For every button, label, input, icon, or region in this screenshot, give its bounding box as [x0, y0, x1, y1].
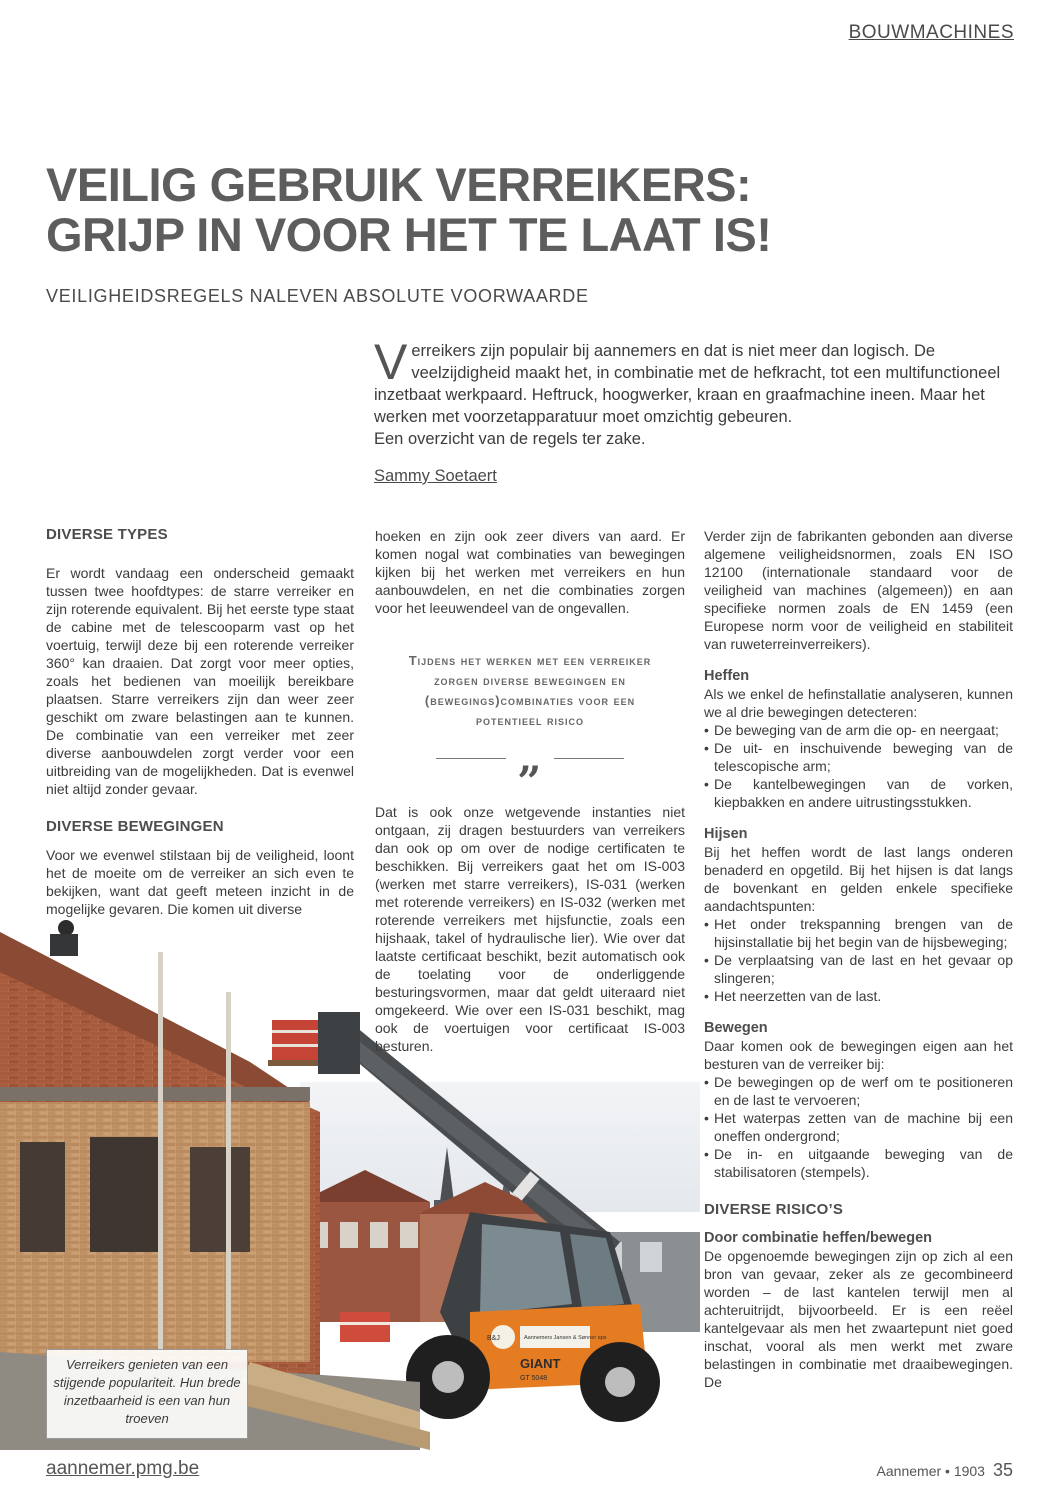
list-item: • De verplaatsing van de last en het gevaar op slingeren; [704, 951, 1013, 987]
pull-quote-divider [375, 733, 685, 782]
heading-bewegen: Bewegen [704, 1020, 768, 1036]
intro-text-2: Een overzicht van de regels ter zake. [374, 430, 646, 448]
paragraph-normen: Verder zijn de fabrikanten gebonden aan diverse algemene veiligheidsnormen, zoals EN ISO 12100 (internationale standaard voor de veiligheid van machines (algemeen)) en aan specifieke normen zoals de EN 1459 (een Europese norm voor de veiligheid en stabiliteit van ruweterreinverreikers). [704, 528, 1013, 652]
heading-diverse-risicos: DIVERSE RISICO’S [704, 1201, 844, 1218]
paragraph-bewegingen-text: Voor we evenwel stilstaan bij de veiligheid, loont het de moeite om de verreiker an sich even te bekijken, want dat geeft meteen inzicht in de mogelijke gevaren. Die komen uit diverse [46, 847, 354, 917]
paragraph-heffen: Als we enkel de hefinstallatie analyseren, kunnen we al drie bewegingen detecteren: [704, 686, 1013, 720]
list-item: • Het waterpas zetten van de machine bij een oneffen ondergrond; [704, 1109, 1013, 1145]
title-line-2: GRIJP IN VOOR HET TE LAAT IS! [46, 208, 772, 261]
page-number: 35 [992, 1460, 1013, 1480]
list-item: • De kantelbewegingen van de vorken, kiepbakken en andere uitrustingsstukken. [704, 775, 1013, 811]
pull-quote: Tijdens het werken met een verreiker zorgen diverse bewegingen en (bewegings)combinaties voor een potentieel risico [408, 653, 652, 728]
issue-label: Aannemer • 1903 [876, 1463, 985, 1479]
title-line-1: VEILIG GEBRUIK VERREIKERS: [46, 158, 752, 211]
footer-issue [877, 1460, 1013, 1481]
paragraph-types: Er wordt vandaag een onderscheid gemaakt tussen twee hoofdtypes: de starre verreiker en zijn roterende equivalent. Bij het eerste type staat de cabine met de telescooparm vast op het voertuig, terwijl deze bij een roterende verreiker 360° kan draaien. Dat zorgt voor meer opties, zoals het bedienen van moeilijk bereikbare plaatsen. Starre verreikers zijn dan weer zeer geschikt om zware belastingen aan te kunnen. De combinatie van een verreiker met zeer diverse aanbouwdelen zorgt verder voor een uitbreiding van de mogelijkheden. Dat is evenwel niet altijd zonder gevaar. [46, 565, 354, 797]
paragraph-combinatie: De opgenoemde bewegingen zijn op zich al een bron van gevaar, zeker als ze gecombineerd worden – de last kantelen terwijl men al achteruitrijdt, bijvoorbeeld. Er is een reëel kantelgevaar als men het zwaartepunt niet goed inschat, vooral als men werkt met zware belastingen in combinatie met draaibewegingen. De [704, 1248, 1013, 1390]
divider-line-left [436, 758, 506, 759]
intro-paragraph [374, 334, 1012, 450]
footer-site-link[interactable]: aannemer.pmg.be [46, 1458, 200, 1479]
paragraph-hijsen: Bij het heffen wordt de last langs onderen benaderd en opgetild. Bij het hijsen is dat langs de bovenkant en gelden enkele specifieke aandachtspunten: [704, 844, 1013, 914]
heading-diverse-types: DIVERSE TYPES [46, 526, 168, 543]
brand-logo-text: GIANT [520, 1356, 561, 1371]
list-item: • De in- en uitgaande beweging van de stabilisatoren (stempels). [704, 1145, 1013, 1181]
paragraph-certificaten: Dat is ook onze wetgevende instanties niet ontgaan, zij dragen bestuurders van verreikers dan ook op om over de nodige certificaten te beschikken. Bij verreikers gaat het om IS-003 (werken met starre verreikers), IS-031 (werken met roterende verreikers) en IS-032 (werken met roterende verreikers met hijsfunctie, zoals een hijshaak, takel of hydraulische lier). Wie over dat laatste certificaat beschikt, bezit automatisch ook de toelating voor de onderliggende besturingsvormen, maar dat geldt uiteraard niet omgekeerd. Wie over een IS-031 beschikt, mag ook de voertuigen voor certificaat IS-003 besturen. [375, 804, 685, 1054]
divider-line-right [554, 758, 624, 759]
list-item: • De beweging van de arm die op- en neergaat; [704, 721, 1013, 739]
heading-hijsen: Hijsen [704, 826, 748, 842]
list-item: • De bewegingen op de werf om te positioneren en de last te vervoeren; [704, 1073, 1013, 1109]
column-3 [704, 527, 1013, 1391]
heading-combinatie: Door combinatie heffen/bewegen [704, 1230, 932, 1246]
dropcap: V [374, 334, 408, 390]
column-1 [46, 526, 354, 932]
cab-sign-text: Aannemers Jansen & Sønner aps [524, 1335, 607, 1341]
article-subtitle: VEILIGHEIDSREGELS NALEVEN ABSOLUTE VOORWAARDE [46, 286, 589, 306]
paragraph-bewegen: Daar komen ook de bewegingen eigen aan het besturen van de verreiker bij: [704, 1038, 1013, 1072]
quote-mark-icon: „ [517, 733, 543, 782]
list-item: • Het neerzetten van de last. [704, 987, 1013, 1005]
list-item: • De uit- en inschuivende beweging van de telescopische arm; [704, 739, 1013, 775]
list-heffen [704, 721, 1013, 811]
heading-heffen: Heffen [704, 668, 750, 684]
paragraph-bewegingen [46, 846, 354, 918]
photo-caption: Verreikers genieten van een stijgende populariteit. Hun brede inzetbaarheid is een van hun troeven [46, 1349, 248, 1439]
list-item: • Het onder trekspanning brengen van de hijsinstallatie bij het begin van de hijsbeweging; [704, 915, 1013, 951]
paragraph-combinaties: hoeken en zijn ook zeer divers van aard. Er komen nogal wat combinaties van bewegingen kijken bij het werken met verreikers en hun aanbouwdelen, en net die combinaties zorgen voor het leeuwendeel van de ongevallen. [375, 528, 685, 616]
article-title [46, 160, 1006, 260]
intro-text: erreikers zijn populair bij aannemers en dat is niet meer dan logisch. De veelzijdigheid maakt het, in combinatie met de hefkracht, tot een multifunctioneel inzetbaat werkpaard. Heftruck, hoogwerker, kraan en graafmachine ineen. Maar het werken met voorzetapparatuur moet omzichtig gebeuren. [374, 342, 1001, 426]
author-byline[interactable]: Sammy Soetaert [374, 467, 497, 485]
model-logo-text: GT 5048 [520, 1375, 548, 1382]
column-2 [375, 527, 685, 1069]
svg-text:B&J: B&J [487, 1335, 500, 1342]
list-bewegen [704, 1073, 1013, 1181]
heading-diverse-bewegingen: DIVERSE BEWEGINGEN [46, 818, 224, 835]
section-tag: BOUWMACHINES [848, 22, 1014, 43]
list-hijsen [704, 915, 1013, 1005]
